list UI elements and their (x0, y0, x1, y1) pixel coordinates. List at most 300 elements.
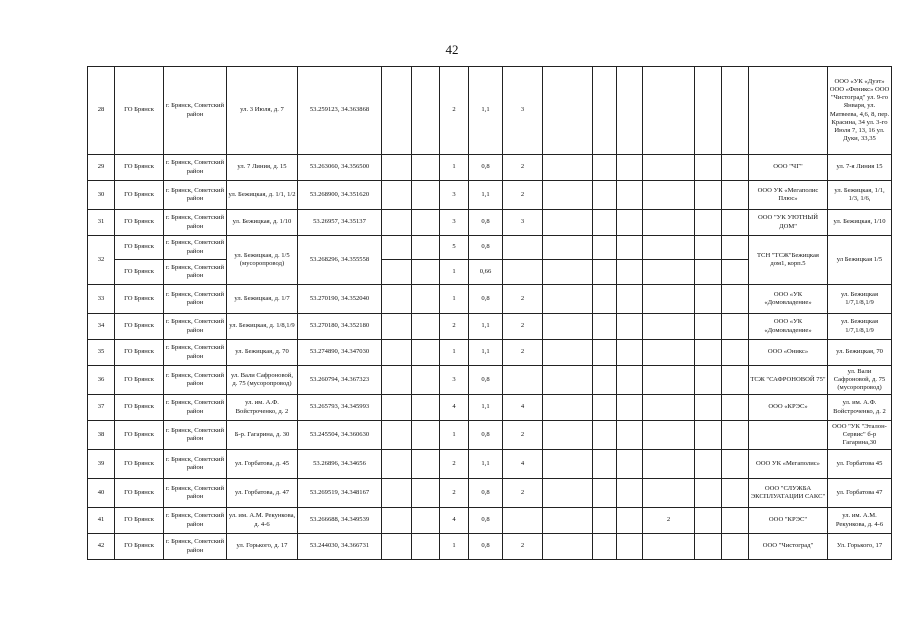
container-volume-cell: 0,8 (469, 508, 503, 534)
coordinates-cell: 53.266688, 34.349539 (298, 508, 382, 534)
served-objects-cell: ул. Бежицкая, 1/1, 1/3, 1/6, (828, 181, 892, 210)
col-c15-cell (695, 236, 722, 260)
company-cell: ООО "Чистоград" (749, 534, 828, 560)
col-c15-cell (695, 366, 722, 395)
district-cell: ГО Брянск (115, 508, 164, 534)
col-c12-cell (593, 67, 617, 155)
col-c7-cell (412, 340, 440, 366)
col-c12-cell (593, 260, 617, 285)
col-c7-cell (412, 314, 440, 340)
col-c14-cell (643, 210, 695, 236)
served-objects-cell: ул. 7-я Линия 15 (828, 155, 892, 181)
col-c15-cell (695, 450, 722, 479)
col-c6-cell (382, 67, 412, 155)
col-c11-cell (543, 314, 593, 340)
address-cell: ул. им. А.М. Рекункова, д. 4-6 (227, 508, 298, 534)
col-c12-cell (593, 450, 617, 479)
containers-count-cell: 2 (440, 314, 469, 340)
coordinates-cell: 53.268900, 34.351620 (298, 181, 382, 210)
col-c14-cell (643, 155, 695, 181)
col-c14-cell (643, 285, 695, 314)
col-c15-cell (695, 508, 722, 534)
col-c14-cell (643, 479, 695, 508)
col-c16-cell (722, 366, 749, 395)
col-c14-cell: 2 (643, 508, 695, 534)
table-row (88, 236, 892, 260)
row-number: 33 (88, 285, 115, 314)
locality-cell: г. Брянск, Советский район (164, 508, 227, 534)
col-c13-cell (617, 260, 643, 285)
container-volume-cell: 0,8 (469, 210, 503, 236)
container-volume-cell: 0,66 (469, 260, 503, 285)
col-c11-cell (543, 366, 593, 395)
col-c7-cell (412, 395, 440, 421)
table-row (88, 450, 892, 479)
col-c16-cell (722, 155, 749, 181)
col-c11-cell (543, 236, 593, 260)
served-objects-cell: ул. им. А.М. Рекункова, д. 4-6 (828, 508, 892, 534)
served-objects-cell: ООО "УК "Эталон-Сервис" б-р Гагарина,30 (828, 421, 892, 450)
col-c15-cell (695, 395, 722, 421)
coordinates-cell: 53.274890, 34.347030 (298, 340, 382, 366)
company-cell: ООО «УК «Домовладение» (749, 285, 828, 314)
col-c13-cell (617, 181, 643, 210)
district-cell: ГО Брянск (115, 181, 164, 210)
container-volume-cell: 0,8 (469, 366, 503, 395)
col-c7-cell (412, 366, 440, 395)
district-cell: ГО Брянск (115, 479, 164, 508)
containers-count-cell: 4 (440, 508, 469, 534)
containers-count-cell: 3 (440, 181, 469, 210)
row-number: 39 (88, 450, 115, 479)
locality-cell: г. Брянск, Советский район (164, 450, 227, 479)
coordinates-cell: 53.244030, 34.366731 (298, 534, 382, 560)
containers-count-cell: 1 (440, 340, 469, 366)
served-objects-cell: ул. Горбатова 45 (828, 450, 892, 479)
col-c11-cell (543, 508, 593, 534)
col-c12-cell (593, 534, 617, 560)
count-cell (503, 508, 543, 534)
col-c12-cell (593, 155, 617, 181)
col-c13-cell (617, 314, 643, 340)
containers-count-cell: 1 (440, 421, 469, 450)
address-cell: ул. Вали Сафроновой, д. 75 (мусоропровод) (227, 366, 298, 395)
container-volume-cell: 0,8 (469, 236, 503, 260)
locality-cell: г. Брянск, Советский район (164, 314, 227, 340)
company-cell: ООО УК «Мегаполис» (749, 450, 828, 479)
col-c15-cell (695, 314, 722, 340)
col-c13-cell (617, 67, 643, 155)
locality-cell: г. Брянск, Советский район (164, 366, 227, 395)
col-c12-cell (593, 421, 617, 450)
locality-cell: г. Брянск, Советский район (164, 534, 227, 560)
containers-count-cell: 5 (440, 236, 469, 260)
container-volume-cell: 0,8 (469, 479, 503, 508)
col-c13-cell (617, 479, 643, 508)
col-c11-cell (543, 155, 593, 181)
coordinates-cell: 53.265793, 34.345993 (298, 395, 382, 421)
col-c11-cell (543, 181, 593, 210)
count-cell: 2 (503, 155, 543, 181)
address-cell: ул. Горького, д. 17 (227, 534, 298, 560)
table-row (88, 340, 892, 366)
row-number: 31 (88, 210, 115, 236)
containers-count-cell: 2 (440, 450, 469, 479)
district-cell: ГО Брянск (115, 366, 164, 395)
address-cell: ул. им. А.Ф. Войстроченко, д. 2 (227, 395, 298, 421)
coordinates-cell: 53.269519, 34.348167 (298, 479, 382, 508)
col-c11-cell (543, 395, 593, 421)
row-number: 42 (88, 534, 115, 560)
row-number: 32 (88, 236, 115, 285)
row-number: 30 (88, 181, 115, 210)
table-row (88, 508, 892, 534)
company-cell (749, 67, 828, 155)
col-c16-cell (722, 285, 749, 314)
col-c15-cell (695, 340, 722, 366)
container-volume-cell: 1,1 (469, 314, 503, 340)
company-cell: ООО "СЛУЖБА ЭКСПЛУАТАЦИИ САКС" (749, 479, 828, 508)
col-c12-cell (593, 366, 617, 395)
col-c7-cell (412, 155, 440, 181)
coordinates-cell: 53.263060, 34.356500 (298, 155, 382, 181)
containers-count-cell: 4 (440, 395, 469, 421)
table-row (88, 421, 892, 450)
container-volume-cell: 1,1 (469, 340, 503, 366)
col-c16-cell (722, 479, 749, 508)
col-c6-cell (382, 285, 412, 314)
company-cell: ООО УК «Мегаполис Плюс» (749, 181, 828, 210)
coordinates-cell: 53.270190, 34.352040 (298, 285, 382, 314)
district-cell: ГО Брянск (115, 340, 164, 366)
col-c12-cell (593, 314, 617, 340)
containers-count-cell: 1 (440, 534, 469, 560)
company-cell: ООО «УК «Домовладение» (749, 314, 828, 340)
col-c11-cell (543, 421, 593, 450)
container-volume-cell: 1,1 (469, 395, 503, 421)
served-objects-cell: ул. им. А.Ф. Войстроченко, д. 2 (828, 395, 892, 421)
col-c14-cell (643, 366, 695, 395)
district-cell: ГО Брянск (115, 210, 164, 236)
count-cell: 4 (503, 450, 543, 479)
table-row (88, 155, 892, 181)
col-c12-cell (593, 181, 617, 210)
locality-cell: г. Брянск, Советский район (164, 181, 227, 210)
col-c11-cell (543, 260, 593, 285)
col-c7-cell (412, 210, 440, 236)
col-c7-cell (412, 421, 440, 450)
table-row (88, 314, 892, 340)
containers-count-cell: 1 (440, 285, 469, 314)
district-cell: ГО Брянск (115, 534, 164, 560)
served-objects-cell: ул Бежицкая 1/5 (828, 236, 892, 285)
container-volume-cell: 0,8 (469, 285, 503, 314)
col-c14-cell (643, 340, 695, 366)
district-cell: ГО Брянск (115, 67, 164, 155)
table-row (88, 285, 892, 314)
address-cell: ул. Бежицкая, д. 1/10 (227, 210, 298, 236)
coordinates-cell: 53.270180, 34.352180 (298, 314, 382, 340)
page-number: 42 (445, 42, 459, 57)
container-volume-cell: 1,1 (469, 181, 503, 210)
col-c6-cell (382, 508, 412, 534)
count-cell: 2 (503, 421, 543, 450)
count-cell: 2 (503, 314, 543, 340)
col-c13-cell (617, 340, 643, 366)
address-cell: ул. 3 Июля, д. 7 (227, 67, 298, 155)
district-cell: ГО Брянск (115, 285, 164, 314)
col-c15-cell (695, 67, 722, 155)
table-row (88, 534, 892, 560)
container-volume-cell: 1,1 (469, 67, 503, 155)
col-c16-cell (722, 421, 749, 450)
containers-count-cell: 2 (440, 479, 469, 508)
table-row (88, 181, 892, 210)
containers-count-cell: 1 (440, 155, 469, 181)
col-c15-cell (695, 479, 722, 508)
col-c7-cell (412, 67, 440, 155)
coordinates-cell: 53.245504, 34.360630 (298, 421, 382, 450)
col-c13-cell (617, 155, 643, 181)
company-cell: ТСЖ "САФРОНОВОЙ 75" (749, 366, 828, 395)
col-c13-cell (617, 421, 643, 450)
row-number: 34 (88, 314, 115, 340)
col-c13-cell (617, 508, 643, 534)
col-c6-cell (382, 366, 412, 395)
address-cell: ул. 7 Линия, д. 15 (227, 155, 298, 181)
address-cell: ул. Бежицкая, д. 1/8,1/9 (227, 314, 298, 340)
col-c14-cell (643, 534, 695, 560)
col-c16-cell (722, 534, 749, 560)
company-cell: ТСН "ТСЖ"Бежицкая дом1, корп.5 (749, 236, 828, 285)
company-cell: ООО «КРЭС» (749, 395, 828, 421)
locality-cell: г. Брянск, Советский район (164, 236, 227, 260)
container-volume-cell: 0,8 (469, 534, 503, 560)
col-c7-cell (412, 260, 440, 285)
col-c6-cell (382, 155, 412, 181)
coordinates-cell: 53.260794, 34.367323 (298, 366, 382, 395)
served-objects-cell: ул. Бежицкая, 1/10 (828, 210, 892, 236)
col-c13-cell (617, 236, 643, 260)
district-cell: ГО Брянск (115, 236, 164, 260)
containers-count-cell: 2 (440, 67, 469, 155)
table-row (88, 210, 892, 236)
col-c6-cell (382, 181, 412, 210)
col-c6-cell (382, 210, 412, 236)
col-c13-cell (617, 366, 643, 395)
col-c11-cell (543, 479, 593, 508)
col-c15-cell (695, 260, 722, 285)
col-c13-cell (617, 450, 643, 479)
col-c12-cell (593, 508, 617, 534)
container-volume-cell: 1,1 (469, 450, 503, 479)
served-objects-cell: ул. Бежицкая, 70 (828, 340, 892, 366)
col-c12-cell (593, 236, 617, 260)
address-cell: ул. Бежицкая, д. 1/5 (мусоропровод) (227, 236, 298, 285)
col-c16-cell (722, 314, 749, 340)
containers-count-cell: 3 (440, 210, 469, 236)
company-cell: ООО «Оникс» (749, 340, 828, 366)
locality-cell: г. Брянск, Советский район (164, 260, 227, 285)
row-number: 28 (88, 67, 115, 155)
table-row (88, 366, 892, 395)
col-c12-cell (593, 479, 617, 508)
col-c6-cell (382, 534, 412, 560)
col-c6-cell (382, 395, 412, 421)
col-c14-cell (643, 181, 695, 210)
col-c7-cell (412, 285, 440, 314)
locality-cell: г. Брянск, Советский район (164, 421, 227, 450)
col-c16-cell (722, 340, 749, 366)
col-c7-cell (412, 534, 440, 560)
row-number: 35 (88, 340, 115, 366)
served-objects-cell: ул. Горбатова 47 (828, 479, 892, 508)
col-c6-cell (382, 340, 412, 366)
address-cell: ул. Горбатова, д. 45 (227, 450, 298, 479)
col-c11-cell (543, 67, 593, 155)
coordinates-cell: 53.26896, 34.34656 (298, 450, 382, 479)
col-c12-cell (593, 285, 617, 314)
col-c15-cell (695, 181, 722, 210)
table-row (88, 479, 892, 508)
served-objects-cell: ул. Бежицкая 1/7,1/8,1/9 (828, 314, 892, 340)
col-c13-cell (617, 534, 643, 560)
col-c14-cell (643, 450, 695, 479)
district-cell: ГО Брянск (115, 155, 164, 181)
coordinates-cell: 53.259123, 34.363868 (298, 67, 382, 155)
district-cell: ГО Брянск (115, 260, 164, 285)
col-c12-cell (593, 210, 617, 236)
col-c14-cell (643, 314, 695, 340)
district-cell: ГО Брянск (115, 421, 164, 450)
coordinates-cell: 53.26957, 34.35137 (298, 210, 382, 236)
locality-cell: г. Брянск, Советский район (164, 155, 227, 181)
table-body (88, 67, 892, 560)
col-c16-cell (722, 508, 749, 534)
col-c14-cell (643, 421, 695, 450)
col-c11-cell (543, 534, 593, 560)
count-cell (503, 366, 543, 395)
count-cell (503, 236, 543, 260)
col-c7-cell (412, 450, 440, 479)
district-cell: ГО Брянск (115, 314, 164, 340)
col-c14-cell (643, 395, 695, 421)
container-sites-table (87, 66, 892, 560)
company-cell: ООО "УК УЮТНЫЙ ДОМ" (749, 210, 828, 236)
address-cell: ул. Бежицкая, д. 1/1, 1/2 (227, 181, 298, 210)
count-cell: 2 (503, 285, 543, 314)
col-c13-cell (617, 285, 643, 314)
col-c6-cell (382, 314, 412, 340)
containers-count-cell: 1 (440, 260, 469, 285)
district-cell: ГО Брянск (115, 395, 164, 421)
container-volume-cell: 0,8 (469, 421, 503, 450)
count-cell: 3 (503, 210, 543, 236)
district-cell: ГО Брянск (115, 450, 164, 479)
col-c15-cell (695, 285, 722, 314)
col-c11-cell (543, 285, 593, 314)
col-c15-cell (695, 155, 722, 181)
col-c6-cell (382, 236, 412, 260)
col-c16-cell (722, 210, 749, 236)
row-number: 38 (88, 421, 115, 450)
count-cell: 2 (503, 340, 543, 366)
row-number: 36 (88, 366, 115, 395)
address-cell: ул. Бежицкая, д. 70 (227, 340, 298, 366)
table-row (88, 67, 892, 155)
count-cell: 4 (503, 395, 543, 421)
row-number: 37 (88, 395, 115, 421)
locality-cell: г. Брянск, Советский район (164, 340, 227, 366)
col-c14-cell (643, 67, 695, 155)
served-objects-cell: ООО «УК «Дуэт» ООО «Феникс» ООО "Чистоград" ул. 9-го Января, ул. Матвеева, 4,6, 8, пер. Красина, 34 ул. 3-го Июля 7, 13, 16 ул. Дуки, 33,35 (828, 67, 892, 155)
company-cell: ООО "ЧГ" (749, 155, 828, 181)
col-c11-cell (543, 450, 593, 479)
col-c14-cell (643, 236, 695, 260)
address-cell: ул. Горбатова, д. 47 (227, 479, 298, 508)
served-objects-cell: ул. Бежицкая 1/7,1/8,1/9 (828, 285, 892, 314)
table-row (88, 395, 892, 421)
served-objects-cell: ул. Вали Сафроновой, д. 75 (мусоропровод) (828, 366, 892, 395)
col-c16-cell (722, 450, 749, 479)
company-cell (749, 421, 828, 450)
served-objects-cell: Ул. Горького, 17 (828, 534, 892, 560)
col-c6-cell (382, 479, 412, 508)
col-c14-cell (643, 260, 695, 285)
col-c6-cell (382, 421, 412, 450)
containers-count-cell: 3 (440, 366, 469, 395)
col-c15-cell (695, 210, 722, 236)
coordinates-cell: 53.268296, 34.355558 (298, 236, 382, 285)
count-cell (503, 260, 543, 285)
col-c7-cell (412, 479, 440, 508)
locality-cell: г. Брянск, Советский район (164, 395, 227, 421)
company-cell: ООО "КРЭС" (749, 508, 828, 534)
col-c13-cell (617, 395, 643, 421)
col-c7-cell (412, 236, 440, 260)
container-volume-cell: 0,8 (469, 155, 503, 181)
row-number: 40 (88, 479, 115, 508)
count-cell: 2 (503, 479, 543, 508)
col-c16-cell (722, 181, 749, 210)
col-c11-cell (543, 340, 593, 366)
col-c16-cell (722, 395, 749, 421)
row-number: 29 (88, 155, 115, 181)
col-c15-cell (695, 534, 722, 560)
col-c7-cell (412, 181, 440, 210)
col-c13-cell (617, 210, 643, 236)
count-cell: 2 (503, 181, 543, 210)
col-c11-cell (543, 210, 593, 236)
address-cell: Б-р. Гагарина, д. 30 (227, 421, 298, 450)
count-cell: 3 (503, 67, 543, 155)
locality-cell: г. Брянск, Советский район (164, 67, 227, 155)
col-c12-cell (593, 340, 617, 366)
row-number: 41 (88, 508, 115, 534)
locality-cell: г. Брянск, Советский район (164, 210, 227, 236)
col-c15-cell (695, 421, 722, 450)
count-cell: 2 (503, 534, 543, 560)
col-c16-cell (722, 236, 749, 260)
address-cell: ул. Бежицкая, д. 1/7 (227, 285, 298, 314)
locality-cell: г. Брянск, Советский район (164, 479, 227, 508)
col-c12-cell (593, 395, 617, 421)
col-c6-cell (382, 260, 412, 285)
locality-cell: г. Брянск, Советский район (164, 285, 227, 314)
col-c16-cell (722, 260, 749, 285)
col-c7-cell (412, 508, 440, 534)
col-c6-cell (382, 450, 412, 479)
